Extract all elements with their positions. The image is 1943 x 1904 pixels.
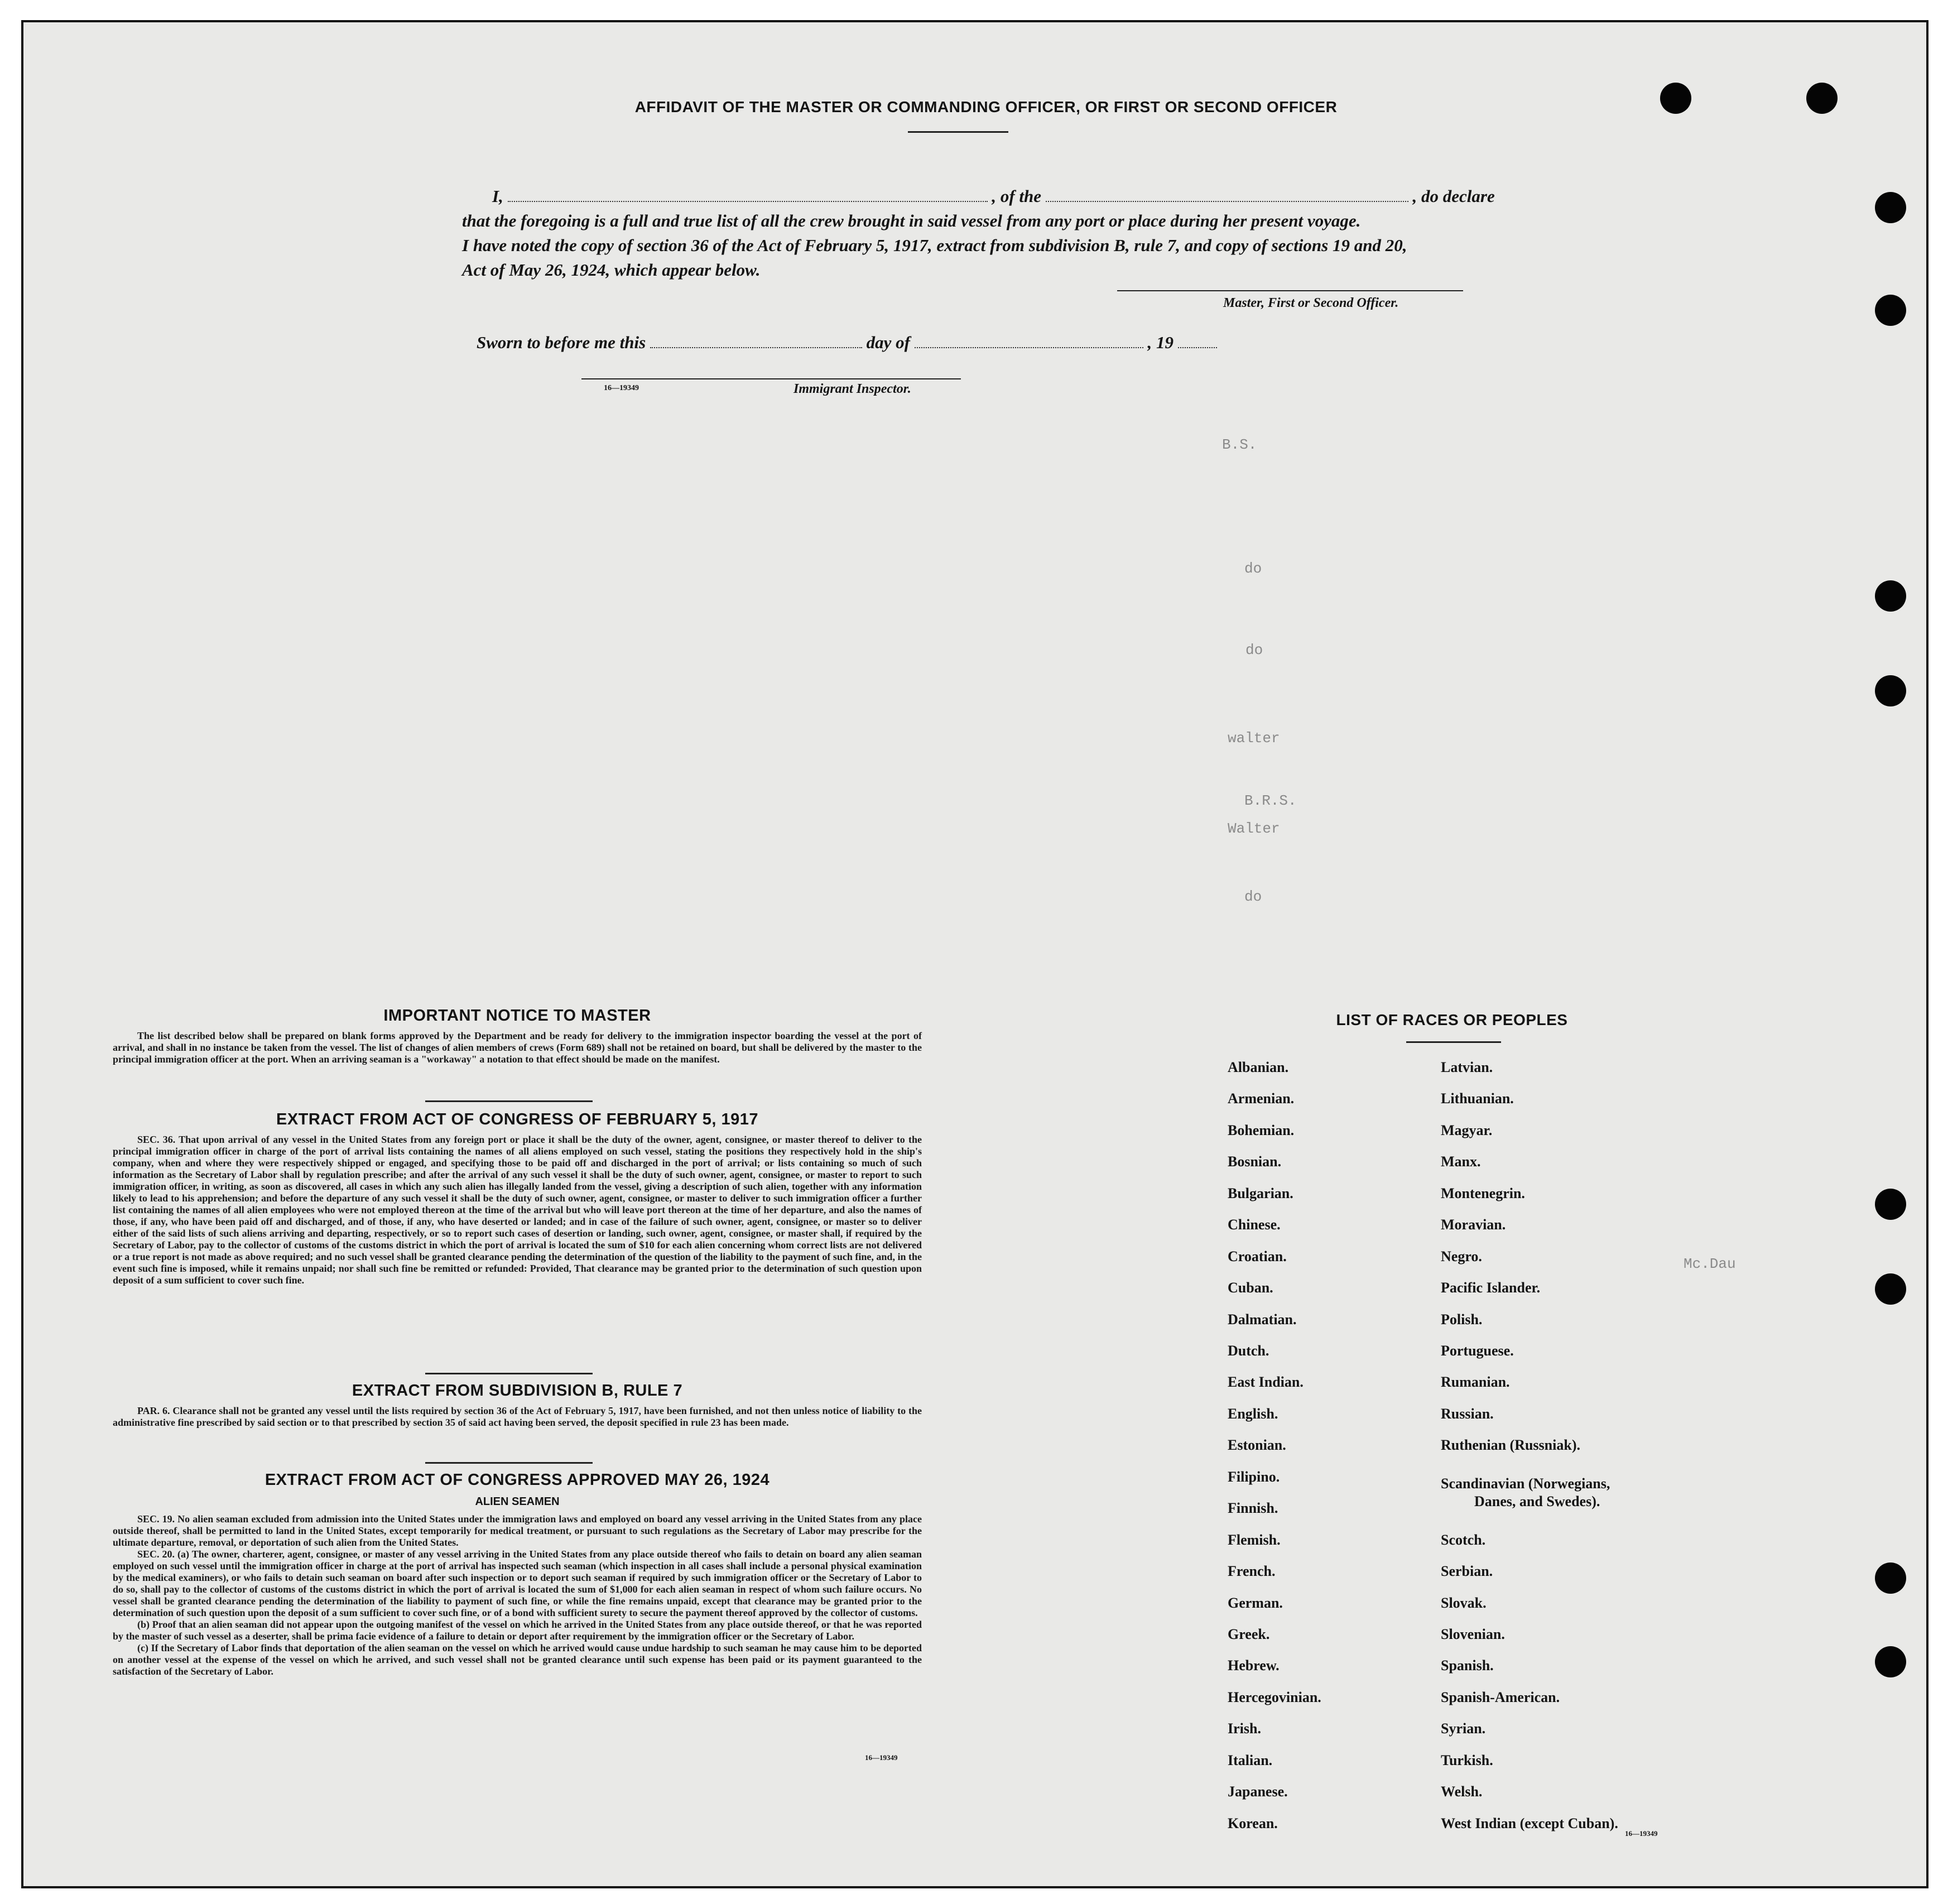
race-right-item: Ruthenian (Russniak). [1441,1437,1580,1453]
sworn-year-field[interactable] [1178,347,1217,348]
race-right-item: Danes, and Swedes). [1474,1493,1600,1509]
race-left-item: Greek. [1228,1626,1270,1642]
document-page [21,20,1928,1888]
signature-label: Master, First or Second Officer. [1223,296,1399,310]
race-left-item: Bosnian. [1228,1153,1282,1170]
title-underline [908,131,1008,133]
race-left-item: Dalmatian. [1228,1311,1297,1328]
race-left-item: Dutch. [1228,1343,1269,1359]
divider-1 [425,1100,593,1102]
races-right-column [1441,1059,1720,1852]
race-left-item: Filipino. [1228,1469,1280,1485]
punch-hole [1875,1273,1906,1305]
races-title-underline [1406,1041,1501,1043]
race-right-item: Latvian. [1441,1059,1493,1075]
race-left-item: English. [1228,1406,1278,1422]
affidavit-i: I, [492,186,503,206]
bleed-through-6: Walter [1228,820,1280,837]
race-right-item: Spanish-American. [1441,1689,1560,1705]
divider-2 [425,1373,593,1374]
sworn-day-field[interactable] [650,347,862,348]
race-right-item: Turkish. [1441,1752,1493,1768]
bleed-through-4: walter [1228,730,1280,747]
race-left-item: Albanian. [1228,1059,1289,1075]
affidavit-line-1 [492,184,1519,209]
race-right-item: Scotch. [1441,1532,1486,1548]
bleed-through-3: do [1245,642,1263,658]
race-right-item: Lithuanian. [1441,1090,1514,1107]
race-right-item: Pacific Islander. [1441,1280,1541,1296]
signature-line[interactable] [1117,290,1463,291]
vessel-field[interactable] [1046,201,1408,202]
race-left-item: Estonian. [1228,1437,1286,1453]
notice-title: IMPORTANT NOTICE TO MASTER [383,1007,651,1025]
year-prefix: , 19 [1147,333,1174,352]
sec20a-paragraph: SEC. 20. (a) The owner, charterer, agent, consignee, or master of any vessel arriving in the United States from any place outside thereof who fails to detain on board any alien seaman employed on such vessel until the immigration officer in charge at the port of arrival has inspected such seaman (which inspection in all cases shall include a personal physical examination by the medical examiners), or who fails to detain such seaman on board after such inspection or to deport such seaman if required by such immigration officer or the Secretary of Labor to do so, shall pay to the collector of customs of the customs district in which the port of arrival is located the sum of $1,000 for each alien seaman in respect of whom such failure occurs. No vessel shall be granted clearance pending the determination of the liability to payment of such fine, or while the fine remains unpaid, except that clearance may be granted prior to the determination of such question upon the deposit of a sum sufficient to cover such fine, or of a bond with sufficient surety to secure the payment thereof approved by the collector of customs. [113,1549,922,1618]
race-left-item: Japanese. [1228,1783,1288,1800]
race-left-item: Flemish. [1228,1532,1281,1548]
sworn-label: Sworn to before me this [477,333,646,352]
race-left-item: Cuban. [1228,1280,1273,1296]
extract-form-number: 16—19349 [865,1753,898,1762]
affidavit-title: AFFIDAVIT OF THE MASTER OR COMMANDING OFFICER, OR FIRST OR SECOND OFFICER [634,98,1338,116]
race-left-item: Bohemian. [1228,1122,1295,1138]
extract-1924-text [113,1513,922,1677]
race-left-item: French. [1228,1563,1276,1579]
extract-1917-title: EXTRACT FROM ACT OF CONGRESS OF FEBRUARY 5, 1917 [276,1110,759,1128]
notice-paragraph: The list described below shall be prepared on blank forms approved by the Department and be ready for delivery to the immigration inspector boarding the vessel at the port of arrival, and shall in no instance be taken from the vessel. The list of changes of alien members of crews (Form 689) shall not be retained on board, but shall be delivered by the master to the principal immigration officer at the port. When an arriving seaman is a "workaway" a notation to that effect should be made on the manifest. [113,1030,922,1065]
notice-text [113,1030,922,1065]
race-left-item: Finnish. [1228,1500,1278,1516]
sec36-paragraph: SEC. 36. That upon arrival of any vessel in the United States from any foreign port or place it shall be the duty of the owner, agent, consignee, or master thereof to deliver to the principal immigration officer in charge of the port of arrival lists containing the names of all aliens employed on such vessel, stating the positions they respectively hold in the ship's company, when and where they were respectively shipped or engaged, and specifying those to be paid off and discharged in the port of arrival; or lists containing so much of such information as the Secretary of Labor shall by regulation prescribe; and after the arrival of any such vessel it shall be the duty of such owner, agent, consignee, or master to report to such immigration officer, in writing, as soon as discovered, all cases in which any such alien has illegally landed from the vessel, giving a description of such alien, together with any information likely to lead to his apprehension; and before the departure of any such vessel it shall be the duty of such owner, agent, consignee, or master to deliver to such immigration officer a further list containing the names of all alien employees who were not employed thereon at the time of the arrival but who will leave port thereon at the time of her departure, and also the names of those, if any, who have been paid off and discharged, and of those, if any, who have deserted or landed; and in case of the failure of such owner, agent, consignee, or master so to deliver either of the said lists of such aliens arriving and departing, respectively, or so to report such cases of desertion or landing, such owner, agent, consignee, or master shall, if required by the Secretary of Labor, pay to the collector of customs of the customs district in which the port of arrival is located the sum of $10 for each alien concerning whom correct lists are not delivered or a true report is not made as above required; and no such vessel shall be granted clearance pending the determination of the question of the liability to the payment of such fine, and, in the event such fine is imposed, while it remains unpaid; nor shall such fine be remitted or refunded: Provided, That clearance may be granted prior to the determination of such question upon deposit of a sum sufficient to cover such fine. [113,1134,922,1286]
race-right-item: Polish. [1441,1311,1483,1328]
race-right-item: Russian. [1441,1406,1494,1422]
race-left-item: Irish. [1228,1720,1261,1737]
extract-1924-subtitle: ALIEN SEAMEN [475,1496,560,1508]
race-right-item: Spanish. [1441,1657,1494,1674]
race-right-item: Slovak. [1441,1595,1487,1611]
extract-1917-text [113,1134,922,1286]
race-left-item: Hercegovinian. [1228,1689,1321,1705]
day-of-label: day of [866,333,910,352]
race-right-item: Magyar. [1441,1122,1493,1138]
sec20c-paragraph: (c) If the Secretary of Labor finds that deportation of the alien seaman on the vessel on which he arrived would cause undue hardship to such seaman he may cause him to be deported on another vessel at the expense of the vessel on which he arrived, and such vessel shall not be granted clearance until such expense has been paid or its payment guaranteed to the satisfaction of the Secretary of Labor. [113,1642,922,1677]
race-right-item: Moravian. [1441,1217,1506,1233]
bleed-through-8: Mc.Dau [1684,1256,1736,1272]
affidavit-of-the: , of the [992,186,1042,206]
inspector-label: Immigrant Inspector. [793,382,911,396]
affidavit-do-declare: , do declare [1412,186,1495,206]
race-right-item: Scandinavian (Norwegians, [1441,1475,1610,1492]
race-right-item: Slovenian. [1441,1626,1505,1642]
punch-hole [1875,1189,1906,1220]
race-right-item: Manx. [1441,1153,1481,1170]
punch-hole [1875,675,1906,706]
race-left-item: Croatian. [1228,1248,1287,1264]
punch-hole [1875,580,1906,612]
extract-1924-title: EXTRACT FROM ACT OF CONGRESS APPROVED MAY 26, 1924 [264,1471,770,1489]
race-right-item: Rumanian. [1441,1374,1510,1390]
sec20b-paragraph: (b) Proof that an alien seaman did not appear upon the outgoing manifest of the vessel on which he arrived in the United States from any place outside thereof, or that he was reported by the master of such vessel as a deserter, shall be prima facie evidence of a failure to detain or deport after requirement by the immigration officer or the Secretary of Labor. [113,1619,922,1642]
par6-paragraph: PAR. 6. Clearance shall not be granted any vessel until the lists required by section 36 of the Act of February 5, 1917, have been furnished, and not then unless notice of liability to the administrative fine prescribed by said section or to that prescribed by section 35 of said act having been served, the deposit specified in rule 23 has been made. [113,1405,922,1428]
race-right-item: Welsh. [1441,1783,1483,1800]
divider-3 [425,1462,593,1464]
bleed-through-5: B.R.S. [1244,792,1297,809]
races-left-column [1228,1059,1462,1852]
punch-hole [1875,1562,1906,1594]
race-left-item: Hebrew. [1228,1657,1280,1674]
punch-hole [1806,83,1838,114]
sworn-month-field[interactable] [915,347,1143,348]
name-field[interactable] [508,201,988,202]
races-form-number: 16—19349 [1625,1829,1658,1838]
affidavit-line-4: Act of May 26, 1924, which appear below. [462,260,761,280]
race-right-item: Portuguese. [1441,1343,1514,1359]
punch-hole [1875,1646,1906,1677]
race-right-item: Montenegrin. [1441,1185,1525,1201]
sec19-paragraph: SEC. 19. No alien seaman excluded from admission into the United States under the immigration laws and employed on board any vessel arriving in the United States from any place outside thereof, shall be permitted to land in the United States, except temporarily for medical treatment, or pursuant to such regulations as the Secretary of Labor may prescribe for the ultimate departure, removal, or deportation of such alien from the United States. [113,1513,922,1548]
race-right-item: Syrian. [1441,1720,1486,1737]
race-left-item: Armenian. [1228,1090,1295,1107]
race-left-item: German. [1228,1595,1283,1611]
race-left-item: Korean. [1228,1815,1278,1831]
race-right-item: Serbian. [1441,1563,1493,1579]
race-right-item: West Indian (except Cuban). [1441,1815,1618,1831]
affidavit-line-3: I have noted the copy of section 36 of the Act of February 5, 1917, extract from subdivision B, rule 7, and copy of sections 19 and 20, [462,235,1407,255]
punch-hole [1660,83,1691,114]
race-left-item: Chinese. [1228,1217,1281,1233]
race-left-item: Italian. [1228,1752,1273,1768]
bleed-through-1: B.S. [1222,436,1257,453]
race-left-item: East Indian. [1228,1374,1304,1390]
bleed-through-7: do [1244,888,1262,905]
inspector-form-number: 16—19349 [604,384,639,392]
sworn-line [477,330,1481,355]
affidavit-line-2: that the foregoing is a full and true list of all the crew brought in said vessel from any port or place during her present voyage. [462,211,1361,230]
extract-rule7-title: EXTRACT FROM SUBDIVISION B, RULE 7 [352,1382,683,1400]
punch-hole [1875,295,1906,326]
race-right-item: Negro. [1441,1248,1482,1264]
punch-hole [1875,192,1906,223]
bleed-through-2: do [1244,560,1262,577]
extract-rule7-text [113,1405,922,1429]
races-title: LIST OF RACES OR PEOPLES [1336,1011,1568,1028]
race-left-item: Bulgarian. [1228,1185,1293,1201]
